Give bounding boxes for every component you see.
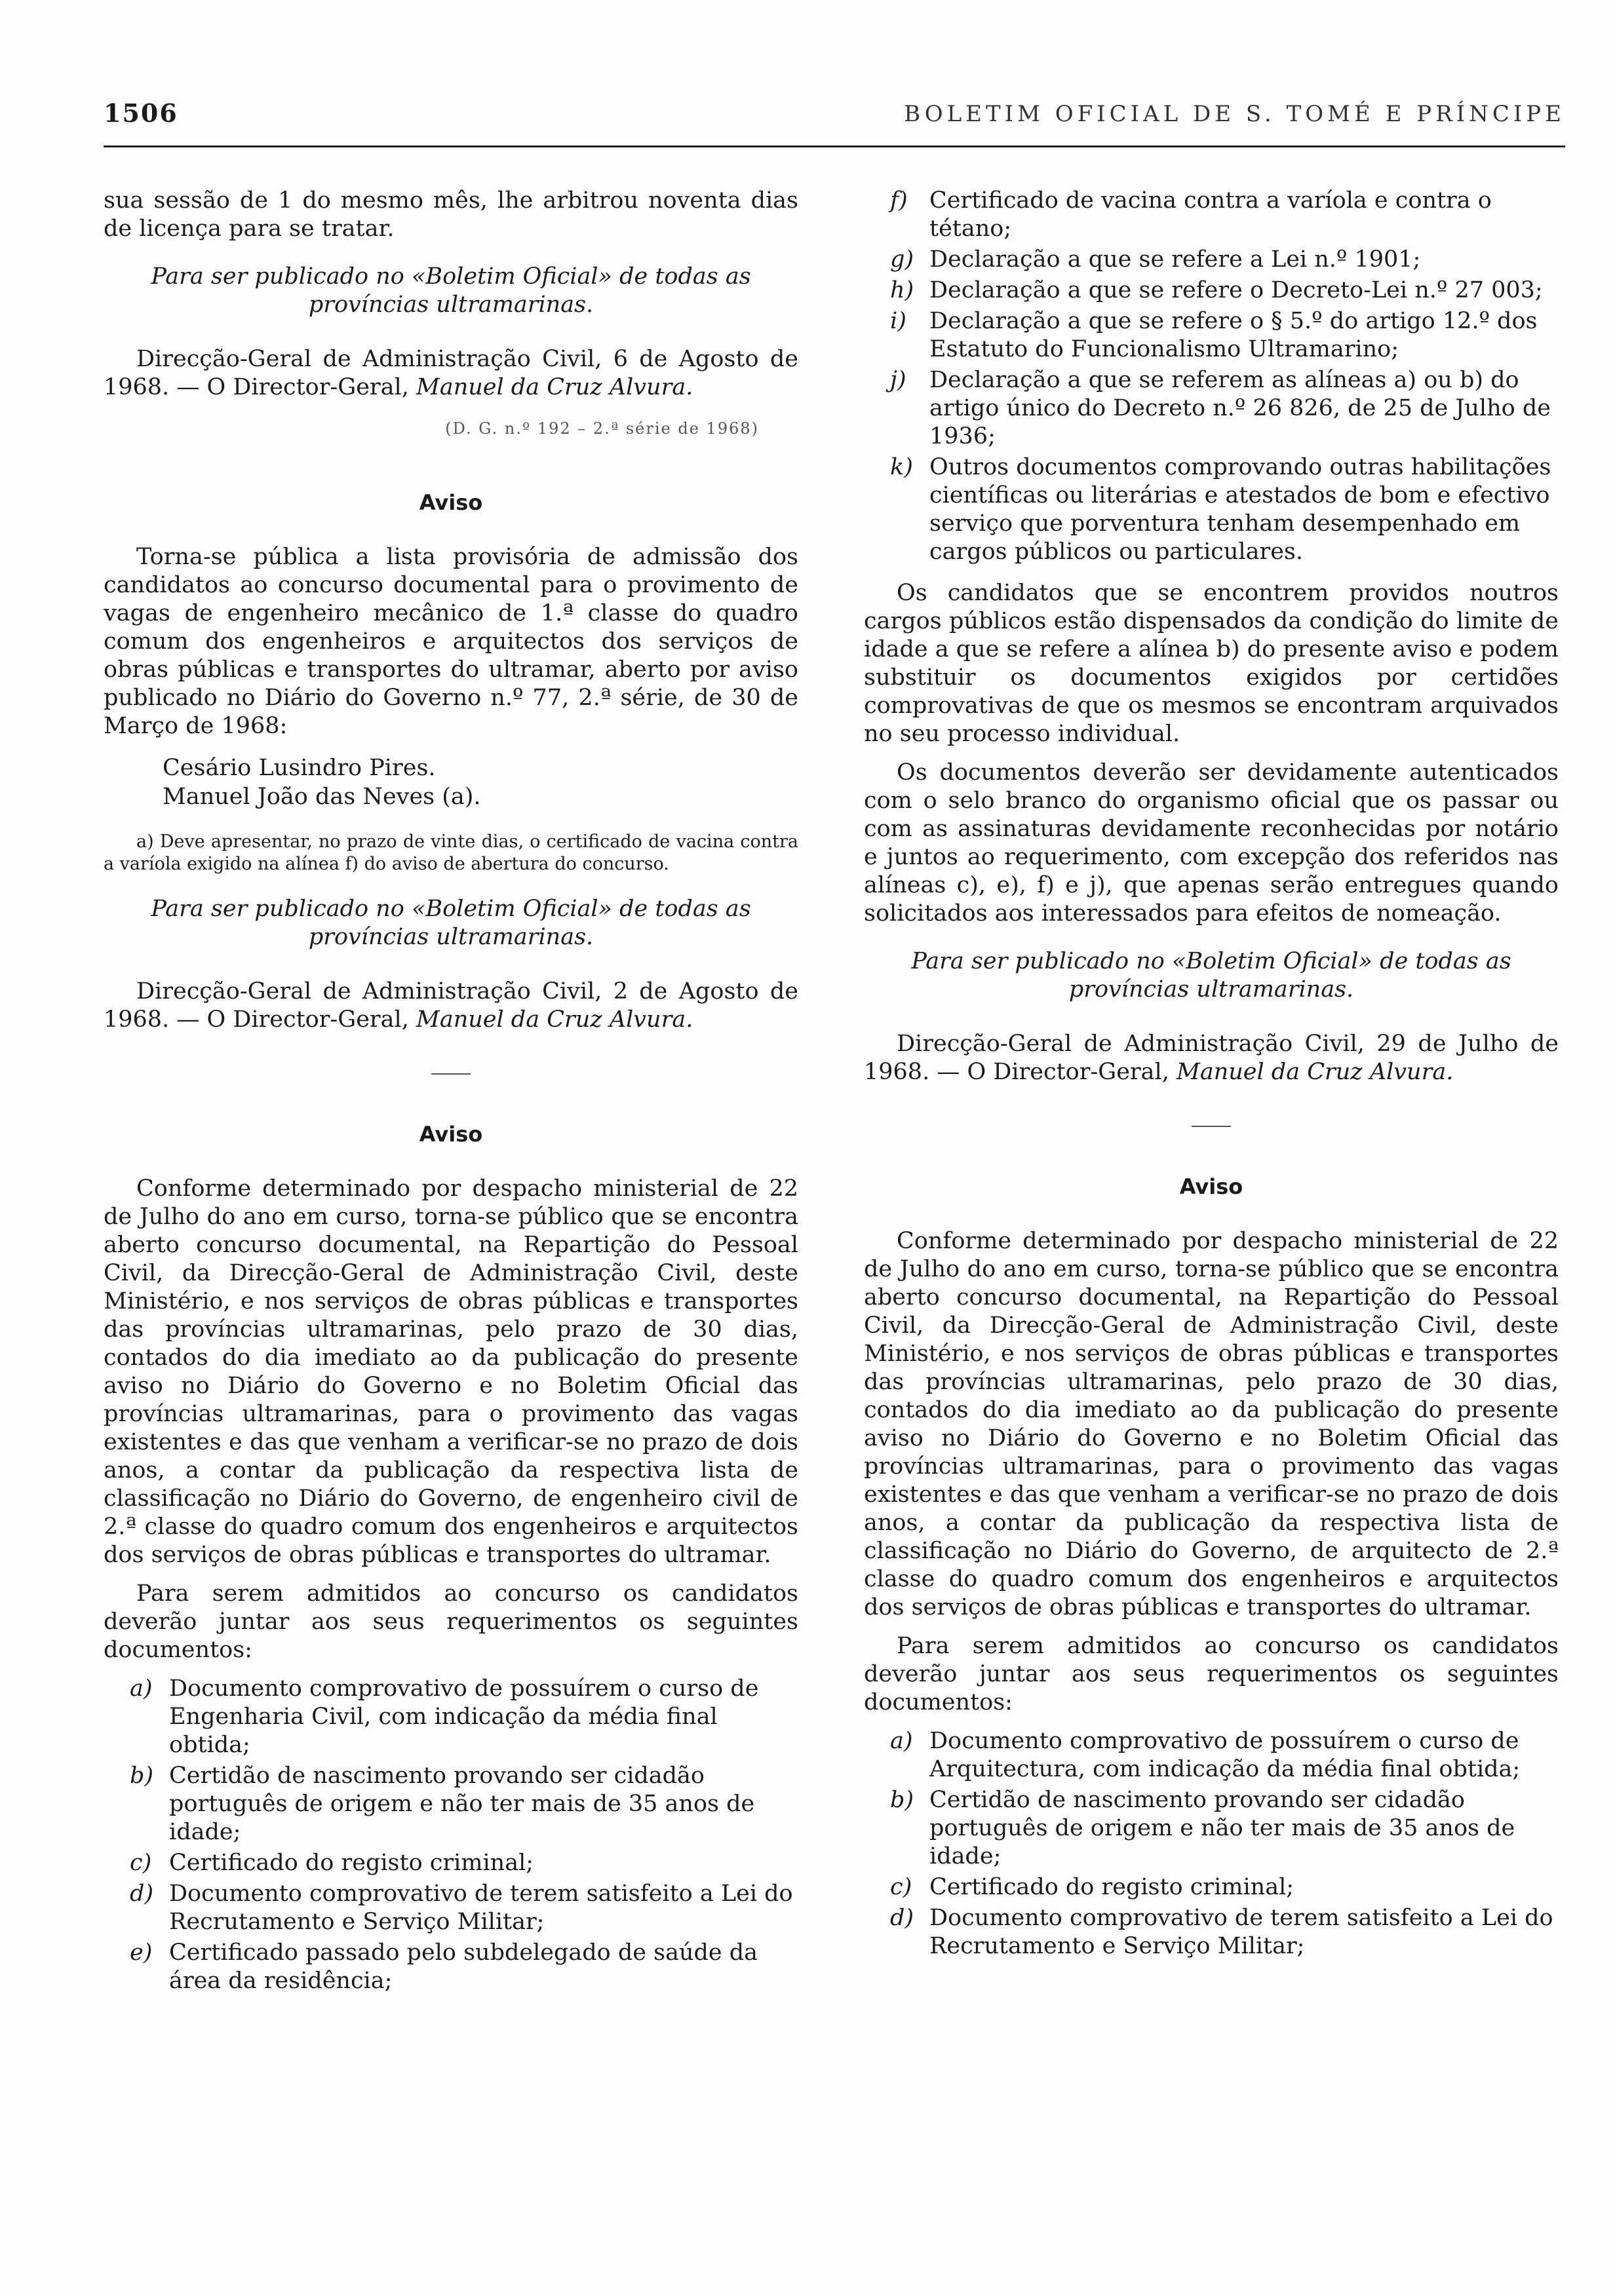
item-text: Documento comprovativo de terem satisfeito a Lei do Recrutamento e Serviço Militar; (169, 1881, 793, 1935)
item-text: Outros documentos comprovando outras habilitações científicas ou literárias e atestados de bom e efectivo serviço que porventura tenham desempenhado em cargos públicos ou particulares. (929, 454, 1551, 565)
aviso3-heading: Aviso (1179, 1174, 1243, 1199)
aviso1-date-line (104, 978, 798, 1034)
aviso3-requirements-intro: Para serem admitidos ao concurso os candidatos deverão juntar aos seus requerimentos os seguintes documentos: (864, 1633, 1559, 1715)
separator-rule (431, 1073, 471, 1075)
item-label: j) (890, 367, 906, 393)
aviso1-signature: Manuel da Cruz Alvura. (416, 1006, 693, 1033)
candidate-name: Manuel João das Neves (a). (163, 784, 481, 810)
item-label: c) (890, 1874, 912, 1900)
date: Direcção-Geral de Administração Civil, 29 de Julho de 1968. — O Director-Geral, (864, 1031, 1559, 1085)
aviso1-footnote: a) Deve apresentar, no prazo de vinte dias, o certificado de vacina contra a varíola exigido na alínea f) do aviso de abertura do concurso. (104, 832, 798, 874)
candidate-name: Cesário Lusindro Pires. (163, 755, 436, 781)
item-text: Declaração a que se referem as alíneas a) ou b) do artigo único do Decreto n.º 26 826, de 25 de Julho de 1936; (929, 367, 1551, 450)
item-label: k) (890, 454, 913, 480)
list-item (104, 1762, 798, 1846)
aviso1-publication-note: Para ser publicado no «Boletim Oficial» de todas as províncias ultramarinas. (151, 896, 751, 950)
header-rule (104, 145, 1565, 147)
item-text: Declaração a que se refere a Lei n.º 1901; (929, 246, 1421, 273)
item-label: a) (130, 1675, 153, 1702)
item-label: c) (130, 1850, 152, 1876)
item-text: Declaração a que se refere o § 5.º do artigo 12.º dos Estatuto do Funcionalismo Ultramarino; (929, 308, 1538, 362)
aviso1-body: Torna-se pública a lista provisória de admissão dos candidatos ao concurso documental para o provimento de vagas de engenheiro mecânico de 1.ª classe do quadro comum dos engenheiros e arquitectos dos serviços de obras públicas e transportes do ultramar, aberto por aviso publicado no Diário do Governo n.º 77, 2.ª série, de 30 de Março de 1968: (104, 544, 798, 739)
aviso2-body: Conforme determinado por despacho ministerial de 22 de Julho do ano em curso, torna-se público que se encontra aberto concurso documental, na Repartição do Pessoal Civil, da Direcção-Geral de Administração Civil, deste Ministério, e nos serviços de obras públicas e transportes das províncias ultramarinas, pelo prazo de 30 dias, contados do dia imediato ao da publicação do presente aviso no Diário do Governo e no Boletim Oficial das províncias ultramarinas, para o provimento das vagas existentes e das que venham a verificar-se no prazo de dois anos, a contar da publicação da respectiva lista de classificação no Diário do Governo, de engenheiro civil de 2.ª classe do quadro comum dos engenheiros e arquitectos dos serviços de obras públicas e transportes do ultramar. (104, 1176, 798, 1568)
list-item (864, 187, 1559, 243)
aviso2-requirements-intro: Para serem admitidos ao concurso os candidatos deverão juntar aos seus requerimentos os seguintes documentos: (104, 1580, 798, 1663)
item-text: Certificado do registo criminal; (929, 1874, 1294, 1900)
item-text: Certificado de vacina contra a varíola e contra o tétano; (929, 187, 1492, 242)
list-item (864, 1786, 1559, 1871)
item-label: d) (130, 1881, 154, 1907)
item-label: b) (130, 1763, 154, 1789)
intro-signature: Manuel da Cruz Alvura. (416, 374, 693, 400)
requirements-list-continued (864, 187, 1559, 566)
list-item (864, 453, 1559, 566)
list-item (104, 1675, 798, 1759)
item-label: d) (890, 1905, 914, 1931)
item-text: Documento comprovativo de terem satisfeito a Lei do Recrutamento e Serviço Militar; (929, 1905, 1553, 1959)
right-column (864, 187, 1559, 1974)
item-text: Certidão de nascimento provando ser cidadão português de origem e não ter mais de 35 anos de idade; (929, 1787, 1515, 1869)
list-item (864, 307, 1559, 364)
aviso2-heading: Aviso (419, 1122, 483, 1147)
item-label: a) (890, 1728, 913, 1754)
list-item (864, 366, 1559, 451)
aviso1-date: Direcção-Geral de Administração Civil, 2 de Agosto de 1968. — O Director-Geral, (104, 978, 798, 1033)
aviso3-requirements-list (864, 1727, 1559, 1961)
publication-note: Para ser publicado no «Boletim Oficial» de todas as províncias ultramarinas. (911, 948, 1511, 1003)
item-text: Certificado do registo criminal; (169, 1850, 534, 1876)
intro-source: (D. G. n.º 192 – 2.ª série de 1968) (445, 419, 759, 438)
item-label: i) (890, 308, 906, 334)
list-item (104, 1849, 798, 1877)
page-header (104, 98, 1565, 138)
list-item (864, 1904, 1559, 1961)
running-title: BOLETIM OFICIAL DE S. TOMÉ E PRÍNCIPE (904, 101, 1565, 127)
item-text: Certidão de nascimento provando ser cidadão português de origem e não ter mais de 35 anos de idade; (169, 1763, 755, 1845)
list-item (864, 246, 1559, 274)
item-label: e) (130, 1940, 153, 1966)
item-text: Declaração a que se refere o Decreto-Lei n.º 27 003; (929, 277, 1543, 303)
list-item (864, 277, 1559, 305)
aviso2-requirements-list (104, 1675, 798, 1995)
item-text: Documento comprovativo de possuírem o curso de Arquitectura, com indicação da média final obtida; (929, 1728, 1521, 1782)
item-label: g) (890, 246, 914, 273)
list-item (864, 1873, 1559, 1902)
item-label: h) (890, 277, 914, 303)
page-number: 1506 (104, 98, 178, 128)
item-label: b) (890, 1787, 914, 1813)
list-item (104, 1939, 798, 1995)
aviso3-body: Conforme determinado por despacho ministerial de 22 de Julho do ano em curso, torna-se público que se encontra aberto concurso documental, na Repartição do Pessoal Civil, da Direcção-Geral de Administração Civil, deste Ministério, e nos serviços de obras públicas e transportes das províncias ultramarinas, pelo prazo de 30 dias, contados do dia imediato ao da publicação do presente aviso no Diário do Governo e no Boletim Oficial das províncias ultramarinas, para o provimento das vagas existentes e das que venham a verificar-se no prazo de dois anos, a contar da publicação da respectiva lista de classificação no Diário do Governo, de arquitecto de 2.ª classe do quadro comum dos engenheiros e arquitectos dos serviços de obras públicas e transportes do ultramar. (864, 1228, 1559, 1620)
aviso1-names (104, 754, 798, 811)
separator-rule (1192, 1126, 1231, 1127)
candidates-exemption-paragraph: Os candidatos que se encontrem providos noutros cargos públicos estão dispensados da condição do limite de idade a que se refere a alínea b) do presente aviso e podem substituir os documentos exigidos por certidões comprovativas de que os mesmos se encontram arquivados no seu processo individual. (864, 580, 1559, 747)
intro-date-line (104, 345, 798, 402)
item-text: Certificado passado pelo subdelegado de saúde da área da residência; (169, 1940, 758, 1994)
intro-text: sua sessão de 1 do mesmo mês, lhe arbitrou noventa dias de licença para se tratar. (104, 187, 798, 242)
list-item (864, 1727, 1559, 1784)
intro-publication-note: Para ser publicado no «Boletim Oficial» de todas as províncias ultramarinas. (151, 263, 751, 318)
documents-authentication-paragraph: Os documentos deverão ser devidamente autenticados com o selo branco do organismo oficial que os passar ou com as assinaturas devidamente reconhecidas por notário e juntos ao requerimento, com excepção dos referidos nas alíneas c), e), f) e j), que apenas serão entregues quando solicitados aos interessados para efeitos de nomeação. (864, 759, 1559, 927)
aviso1-heading: Aviso (419, 490, 483, 515)
item-text: Documento comprovativo de possuírem o curso de Engenharia Civil, com indicação da média final obtida; (169, 1675, 759, 1758)
item-label: f) (890, 187, 908, 214)
signature: Manuel da Cruz Alvura. (1176, 1059, 1454, 1085)
list-item (104, 1880, 798, 1936)
left-column (104, 187, 798, 2008)
intro-date: Direcção-Geral de Administração Civil, 6 de Agosto de 1968. — O Director-Geral, (104, 346, 798, 400)
date-line (864, 1030, 1559, 1086)
